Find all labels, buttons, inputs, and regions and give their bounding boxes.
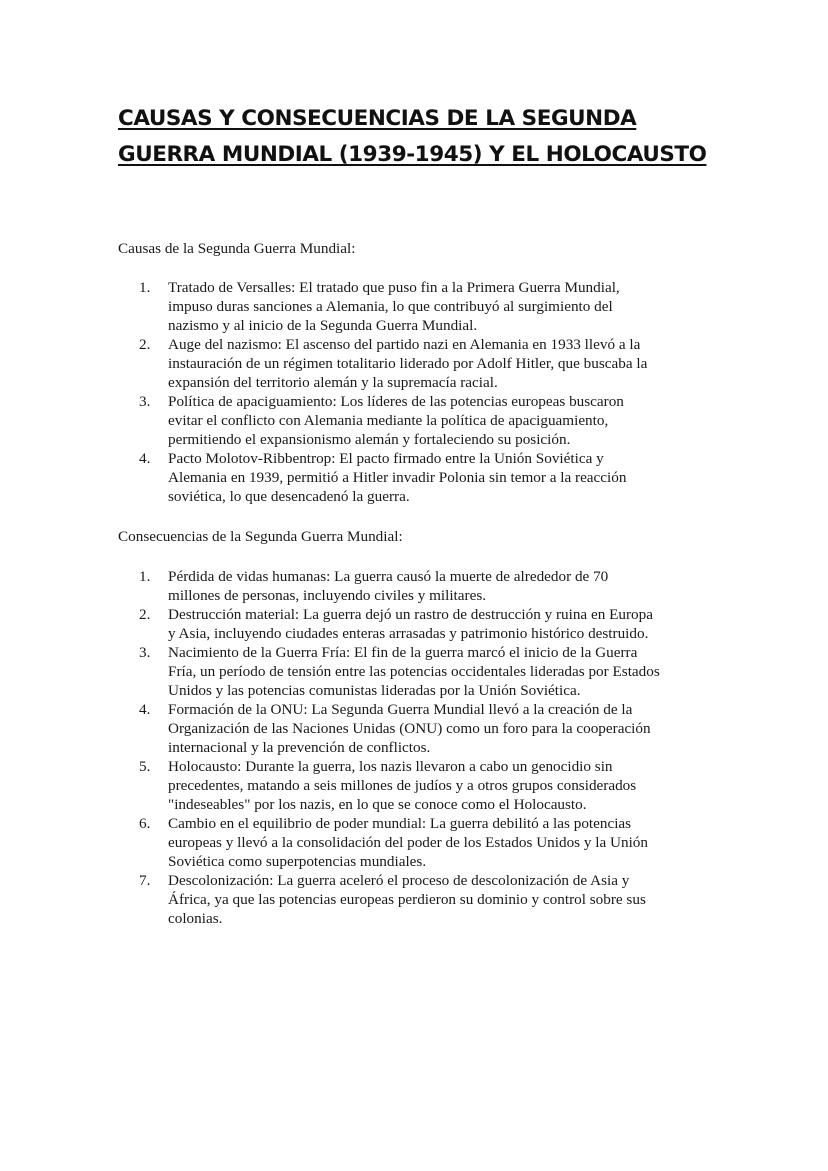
document-title <box>118 101 758 173</box>
list-item-text-line: europeas y llevó a la consolidación del poder de los Estados Unidos y la Unión <box>168 834 648 851</box>
list-item-number: 4. <box>139 701 151 718</box>
list-item-number: 2. <box>139 336 151 353</box>
list-item <box>139 278 729 335</box>
list-item-number: 2. <box>139 606 151 623</box>
list-item-text-line: internacional y la prevención de conflictos. <box>168 739 431 756</box>
list-item-text-line: Holocausto: Durante la guerra, los nazis llevaron a cabo un genocidio sin <box>168 758 613 775</box>
list-item-text-line: impuso duras sanciones a Alemania, lo que contribuyó al surgimiento del <box>168 298 613 315</box>
list-item <box>139 871 729 928</box>
list-item <box>139 567 729 605</box>
list-item <box>139 700 729 757</box>
list-item <box>139 392 729 449</box>
list-item-number: 1. <box>139 568 151 585</box>
list-item <box>139 449 729 506</box>
list-item-text-line: Tratado de Versalles: El tratado que puso fin a la Primera Guerra Mundial, <box>168 279 620 296</box>
list-item <box>139 814 729 871</box>
list-item-text-line: soviética, lo que desencadenó la guerra. <box>168 488 410 505</box>
list-item-number: 1. <box>139 279 151 296</box>
list-item-text-line: millones de personas, incluyendo civiles y militares. <box>168 587 487 604</box>
list-item-text-line: instauración de un régimen totalitario liderado por Adolf Hitler, que buscaba la <box>168 355 648 372</box>
list-item-text-line: Fría, un período de tensión entre las potencias occidentales lideradas por Estados <box>168 663 660 680</box>
list-item-text-line: Auge del nazismo: El ascenso del partido nazi en Alemania en 1933 llevó a la <box>168 336 641 353</box>
list-item-number: 3. <box>139 644 151 661</box>
list-item-text-line: Pacto Molotov-Ribbentrop: El pacto firmado entre la Unión Soviética y <box>168 450 604 467</box>
list-item-text-line: expansión del territorio alemán y la supremacía racial. <box>168 374 498 391</box>
list-item-number: 3. <box>139 393 151 410</box>
list-item-text-line: nazismo y al inicio de la Segunda Guerra Mundial. <box>168 317 478 334</box>
title-line: CAUSAS Y CONSECUENCIAS DE LA SEGUNDA <box>118 106 637 131</box>
list-item-text-line: precedentes, matando a seis millones de judíos y a otros grupos considerados <box>168 777 637 794</box>
list-item <box>139 605 729 643</box>
consequences-list <box>139 567 729 928</box>
list-item-number: 5. <box>139 758 151 775</box>
list-item-text-line: Pérdida de vidas humanas: La guerra causó la muerte de alrededor de 70 <box>168 568 609 585</box>
list-item-text-line: Descolonización: La guerra aceleró el proceso de descolonización de Asia y <box>168 872 630 889</box>
list-item <box>139 335 729 392</box>
list-item-text-line: colonias. <box>168 910 223 927</box>
list-item-text-line: Organización de las Naciones Unidas (ONU) como un foro para la cooperación <box>168 720 651 737</box>
list-item-text-line: África, ya que las potencias europeas perdieron su dominio y control sobre sus <box>168 891 646 908</box>
list-item-text-line: Alemania en 1939, permitió a Hitler invadir Polonia sin temor a la reacción <box>168 469 627 486</box>
consequences-heading: Consecuencias de la Segunda Guerra Mundial: <box>118 528 403 545</box>
list-item-text-line: permitiendo el expansionismo alemán y fortaleciendo su posición. <box>168 431 571 448</box>
list-item-text-line: Política de apaciguamiento: Los líderes de las potencias europeas buscaron <box>168 393 624 410</box>
list-item-text-line: Cambio en el equilibrio de poder mundial: La guerra debilitó a las potencias <box>168 815 632 832</box>
causes-list <box>139 278 729 506</box>
list-item <box>139 757 729 814</box>
list-item-text-line: y Asia, incluyendo ciudades enteras arrasadas y patrimonio histórico destruido. <box>168 625 649 642</box>
list-item-number: 6. <box>139 815 151 832</box>
list-item-text-line: Destrucción material: La guerra dejó un rastro de destrucción y ruina en Europa <box>168 606 653 623</box>
list-item-text-line: Soviética como superpotencias mundiales. <box>168 853 427 870</box>
title-line: GUERRA MUNDIAL (1939-1945) Y EL HOLOCAUSTO <box>118 142 707 167</box>
list-item <box>139 643 729 700</box>
list-item-text-line: Formación de la ONU: La Segunda Guerra Mundial llevó a la creación de la <box>168 701 633 718</box>
list-item-number: 7. <box>139 872 151 889</box>
list-item-text-line: Nacimiento de la Guerra Fría: El fin de la guerra marcó el inicio de la Guerra <box>168 644 638 661</box>
causes-heading: Causas de la Segunda Guerra Mundial: <box>118 240 356 257</box>
list-item-number: 4. <box>139 450 151 467</box>
list-item-text-line: evitar el conflicto con Alemania mediante la política de apaciguamiento, <box>168 412 609 429</box>
list-item-text-line: Unidos y las potencias comunistas lideradas por la Unión Soviética. <box>168 682 581 699</box>
list-item-text-line: "indeseables" por los nazis, en lo que se conoce como el Holocausto. <box>168 796 587 813</box>
